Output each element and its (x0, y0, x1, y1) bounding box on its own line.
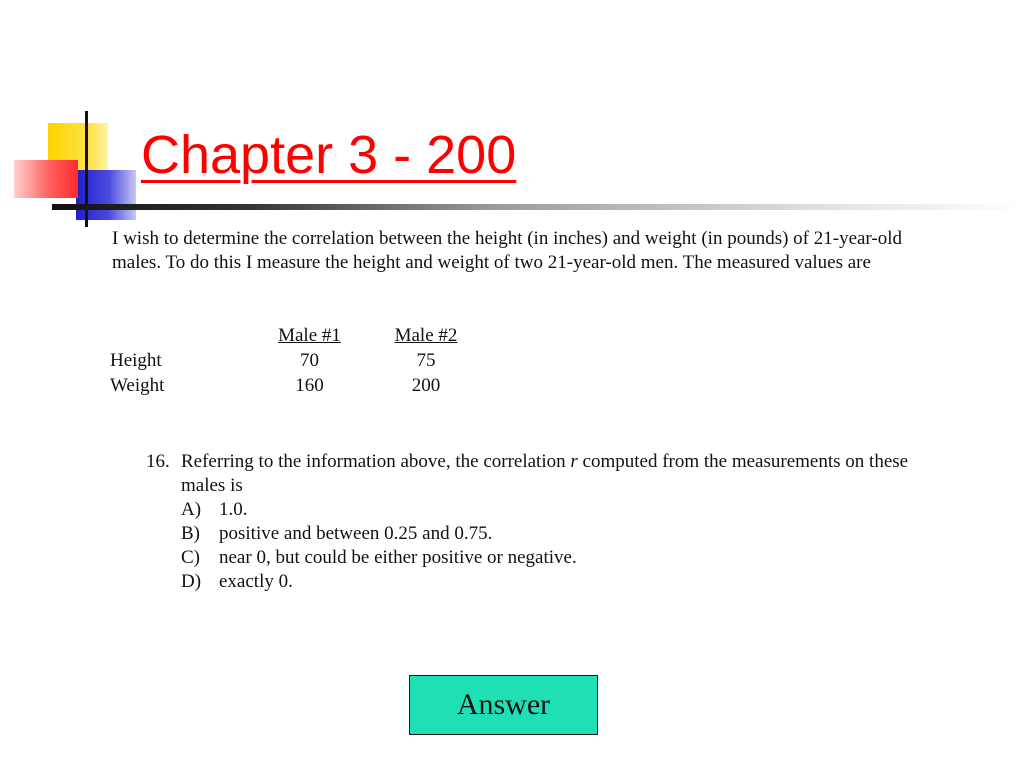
weight-male-1: 160 (295, 375, 324, 396)
table-row-height (110, 348, 483, 373)
option-c: C) near 0, but could be either positive or negative. (181, 547, 577, 568)
option-b: B) positive and between 0.25 and 0.75. (181, 523, 493, 544)
answer-options-list (146, 498, 946, 594)
question-stem: Referring to the information above, the correlation r computed from the measurements on these males is (181, 451, 909, 496)
answer-button[interactable]: Answer (409, 675, 598, 735)
question-block (146, 450, 946, 594)
option-a: A) 1.0. (181, 499, 248, 520)
slide-title: Chapter 3 - 200 (141, 125, 517, 185)
row-label-height: Height (110, 350, 162, 371)
height-male-2: 75 (416, 350, 436, 371)
column-header-male-1: Male #1 (278, 325, 341, 346)
problem-intro-text: I wish to determine the correlation between the height (in inches) and weight (in pounds) of 21-year-old males. To do this I measure the height and weight of two 21-year-old men. The measured values are (112, 228, 902, 273)
weight-male-2: 200 (411, 375, 441, 396)
row-label-weight: Weight (110, 375, 165, 396)
column-header-male-2: Male #2 (394, 325, 458, 346)
decorative-red-bar (14, 160, 78, 198)
table-header-row (110, 323, 483, 348)
height-male-1: 70 (300, 350, 319, 371)
table-corner-cell (110, 323, 250, 348)
correlation-variable: r (570, 451, 578, 472)
title-divider-line (52, 204, 1024, 210)
measurements-table (110, 323, 483, 398)
question-number: 16. (146, 451, 170, 472)
option-d: D) exactly 0. (181, 571, 293, 592)
table-row-weight (110, 373, 483, 398)
